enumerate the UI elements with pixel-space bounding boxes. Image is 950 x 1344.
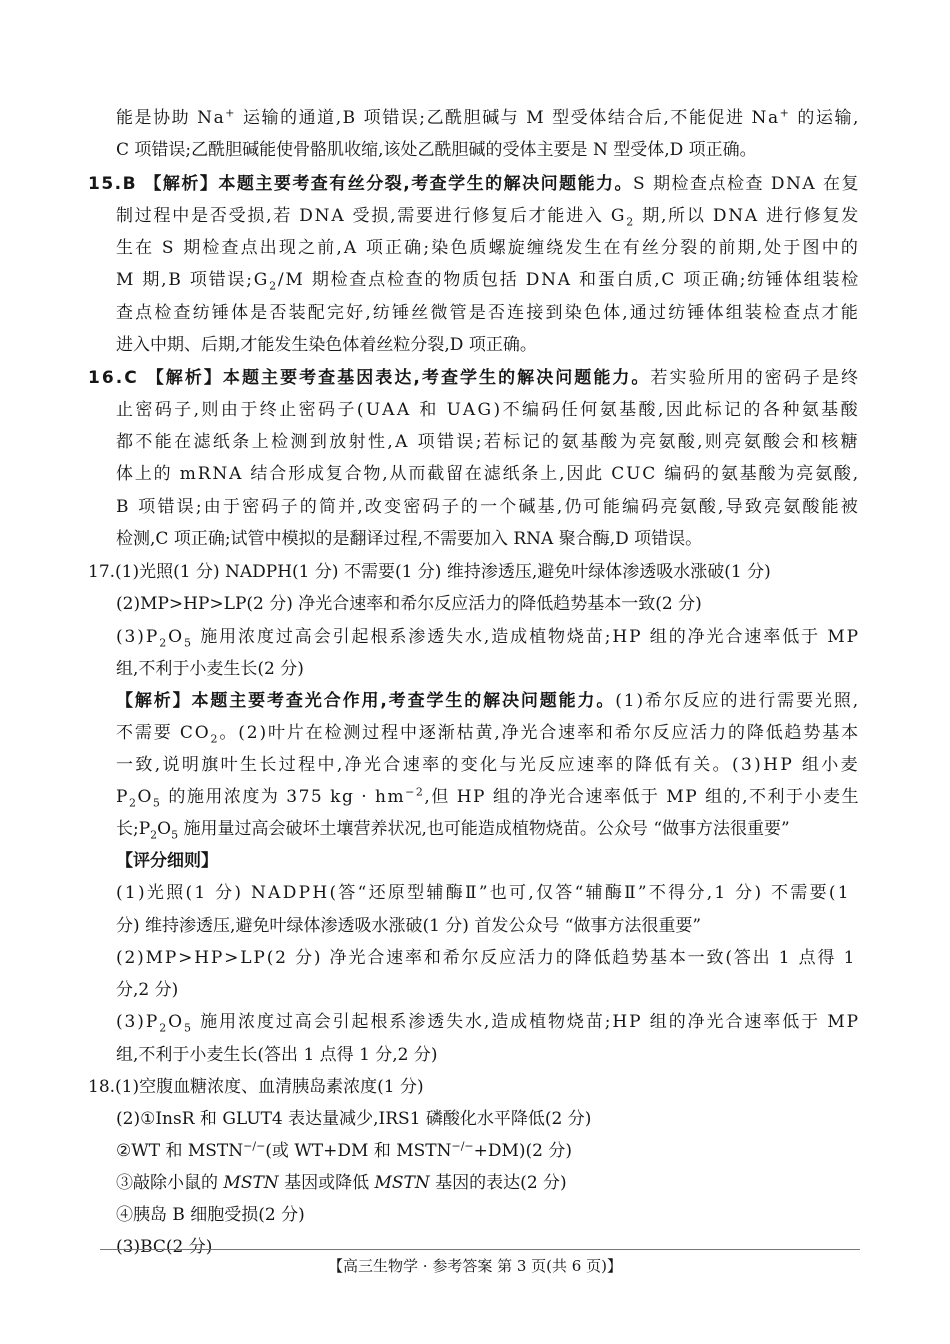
text-run: 长;P xyxy=(116,819,151,839)
page-footer: 【高三生物学 · 参考答案 第 3 页(共 6 页)】 xyxy=(328,1257,622,1275)
text-run: 运输的通道,B 项错误;乙酰胆碱与 M 型受体结合后,不能促进 Na xyxy=(236,108,780,128)
superscript: −2 xyxy=(405,785,425,799)
gene-name: MSTN xyxy=(374,1173,430,1193)
text-line xyxy=(116,204,860,228)
text-run: (3)BC(2 分) xyxy=(116,1237,213,1257)
text-run: 组,不利于小麦生长(答出 1 点得 1 分,2 分) xyxy=(116,1045,438,1065)
footer-rule xyxy=(100,1249,860,1250)
superscript: + xyxy=(225,106,237,120)
subscript: 2 xyxy=(210,732,220,746)
text-line xyxy=(116,495,860,519)
text-run: 施用浓度过高会引起根系渗透失水,造成植物烧苗;HP 组的净光合速率低于 MP xyxy=(192,627,861,647)
text-run: ,但 HP 组的净光合速率低于 MP 组的,不利于小麦生 xyxy=(424,787,861,807)
text-line xyxy=(116,398,860,422)
text-run: 施用量过高会破坏土壤营养状况,也可能造成植物烧苗。公众号 “做事方法很重要” xyxy=(178,819,790,839)
text-line xyxy=(116,592,702,616)
text-line xyxy=(116,1010,860,1034)
subscript: 2 xyxy=(159,1021,169,1035)
text-line xyxy=(116,785,860,809)
text-run: (2)MP>HP>LP(2 分) 净光合速率和希尔反应活力的降低趋势基本一致(答出 1 点得 1 xyxy=(116,948,857,968)
text-line xyxy=(116,333,537,357)
text-line xyxy=(116,914,701,938)
text-run: O xyxy=(137,787,153,807)
text-line xyxy=(116,817,790,841)
text-run: 查点检查纺锤体是否装配完好,纺锤丝微管是否连接到染色体,通过纺锤体组装检查点才能 xyxy=(116,303,861,323)
text-run: 生在 S 期检查点出现之前,A 项正确;染色质螺旋缠绕发生在有丝分裂的前期,处于图中的 xyxy=(116,238,860,258)
text-run: ②WT 和 MSTN xyxy=(116,1141,244,1161)
text-line xyxy=(116,657,304,681)
text-run: 进入中期、后期,才能发生染色体着丝粒分裂,D 项正确。 xyxy=(116,335,537,355)
text-run: P xyxy=(116,787,129,807)
text-run: /M 期检查点检查的物质包括 DNA 和蛋白质,C 项正确;纺锤体组装检 xyxy=(277,270,861,290)
text-run: (2)MP>HP>LP(2 分) 净光合速率和希尔反应活力的降低趋势基本一致(2 分) xyxy=(116,594,702,614)
gene-name: MSTN xyxy=(223,1173,279,1193)
text-run: 的运输, xyxy=(790,108,860,128)
text-line xyxy=(116,106,860,130)
text-run: 分) 维持渗透压,避免叶绿体渗透吸水涨破(1 分) 首发公众号 “做事方法很重要” xyxy=(116,916,702,936)
text-run: ③敲除小鼠的 xyxy=(116,1173,224,1193)
text-run: 基因或降低 xyxy=(278,1173,375,1193)
question-heading: 15.B 【解析】本题主要考查有丝分裂,考查学生的解决问题能力。 xyxy=(88,174,634,194)
subscript: 2 xyxy=(128,796,138,810)
text-run: 制过程中是否受损,若 DNA 受损,需要进行修复后才能进入 G xyxy=(116,206,627,226)
text-line xyxy=(88,1075,424,1099)
text-line xyxy=(116,849,218,873)
text-run: (3)P xyxy=(116,627,160,647)
text-line xyxy=(116,946,856,970)
text-run: (或 WT+DM 和 MSTN xyxy=(265,1141,452,1161)
text-line xyxy=(116,689,860,713)
text-run: +DM)(2 分) xyxy=(473,1141,573,1161)
text-run: O xyxy=(157,819,172,839)
text-line xyxy=(116,1107,591,1131)
text-line xyxy=(116,1203,305,1227)
text-line xyxy=(116,430,860,454)
text-line xyxy=(116,881,851,905)
subscript: 5 xyxy=(152,796,162,810)
text-line xyxy=(116,301,860,325)
text-run: 止密码子,则由于终止密码子(UAA 和 UAG)不编码任何氨基酸,因此标记的各种氨基酸 xyxy=(116,400,861,420)
text-run: O xyxy=(168,1012,184,1032)
subscript: 2 xyxy=(626,215,636,229)
text-line xyxy=(116,625,860,649)
text-run: B 项错误;由于密码子的简并,改变密码子的一个碱基,仍可能编码亮氨酸,导致亮氨酸能被 xyxy=(116,497,860,517)
text-run: 不需要 CO xyxy=(116,723,211,743)
text-run: S 期检查点检查 DNA 在复 xyxy=(633,174,860,194)
text-run: 施用浓度过高会引起根系渗透失水,造成植物烧苗;HP 组的净光合速率低于 MP xyxy=(192,1012,861,1032)
subscript: 2 xyxy=(269,279,278,293)
question-heading: 16.C 【解析】本题主要考查基因表达,考查学生的解决问题能力。 xyxy=(88,368,651,388)
text-line xyxy=(116,721,860,745)
text-line xyxy=(116,1171,567,1195)
text-run: 体上的 mRNA 结合形成复合物,从而截留在滤纸条上,因此 CUC 编码的氨基酸为亮氨酸, xyxy=(116,464,860,484)
question-heading: 【解析】本题主要考查光合作用,考查学生的解决问题能力。 xyxy=(116,691,616,711)
text-run: O xyxy=(168,627,184,647)
text-run: (2)①InsR 和 GLUT4 表达量减少,IRS1 磷酸化水平降低(2 分) xyxy=(116,1109,592,1129)
text-run: 基因的表达(2 分) xyxy=(429,1173,567,1193)
text-line xyxy=(116,138,757,162)
text-run: 都不能在滤纸条上检测到放射性,A 项错误;若标记的氨基酸为亮氨酸,则亮氨酸会和核糖 xyxy=(116,432,860,452)
subscript: 5 xyxy=(183,1021,193,1035)
superscript: −/− xyxy=(243,1139,266,1153)
text-line xyxy=(116,978,178,1002)
text-line xyxy=(88,560,771,584)
text-run: 期,所以 DNA 进行修复发 xyxy=(635,206,860,226)
text-line xyxy=(116,1043,438,1067)
superscript: −/− xyxy=(451,1139,474,1153)
subscript: 5 xyxy=(183,636,193,650)
text-line xyxy=(88,366,860,390)
text-run: 能是协助 Na xyxy=(116,108,226,128)
text-line xyxy=(116,236,860,260)
text-line xyxy=(116,462,860,486)
text-line xyxy=(116,1139,572,1163)
text-line xyxy=(116,753,860,777)
text-run: (3)P xyxy=(116,1012,160,1032)
subscript: 2 xyxy=(159,636,169,650)
text-run: 组,不利于小麦生长(2 分) xyxy=(116,659,304,679)
text-run: ④胰岛 B 细胞受损(2 分) xyxy=(116,1205,305,1225)
text-run: 若实验所用的密码子是终 xyxy=(650,368,861,388)
text-run: 17.(1)光照(1 分) NADPH(1 分) 不需要(1 分) 维持渗透压,避免叶绿体渗透吸水涨破(1 分) xyxy=(88,562,771,582)
text-run: 分,2 分) xyxy=(116,980,179,1000)
superscript: + xyxy=(779,106,791,120)
text-line xyxy=(116,527,702,551)
text-line xyxy=(88,172,860,196)
subscript: 5 xyxy=(171,828,179,842)
text-run: 的施用浓度为 375 kg · hm xyxy=(161,787,406,807)
subscript: 2 xyxy=(150,828,158,842)
text-run: 检测,C 项正确;试管中模拟的是翻译过程,不需要加入 RNA 聚合酶,D 项错误。 xyxy=(116,529,703,549)
text-run: (1)光照(1 分) NADPH(答“还原型辅酶Ⅱ”也可,仅答“辅酶Ⅱ”不得分,1 分) 不需要(1 xyxy=(116,883,851,903)
text-run: C 项错误;乙酰胆碱能使骨骼肌收缩,该处乙酰胆碱的受体主要是 N 型受体,D 项正确。 xyxy=(116,140,757,160)
text-line xyxy=(116,268,860,292)
question-heading: 【评分细则】 xyxy=(116,851,218,871)
text-run: M 期,B 项错误;G xyxy=(116,270,270,290)
text-run: 一致,说明旗叶生长过程中,净光合速率的变化与光反应速率的降低有关。(3)HP 组小麦 xyxy=(116,755,861,775)
text-run: (1)希尔反应的进行需要光照, xyxy=(615,691,860,711)
text-run: 。(2)叶片在检测过程中逐渐枯黄,净光合速率和希尔反应活力的降低趋势基本 xyxy=(219,723,861,743)
text-run: 18.(1)空腹血糖浓度、血清胰岛素浓度(1 分) xyxy=(88,1077,424,1097)
